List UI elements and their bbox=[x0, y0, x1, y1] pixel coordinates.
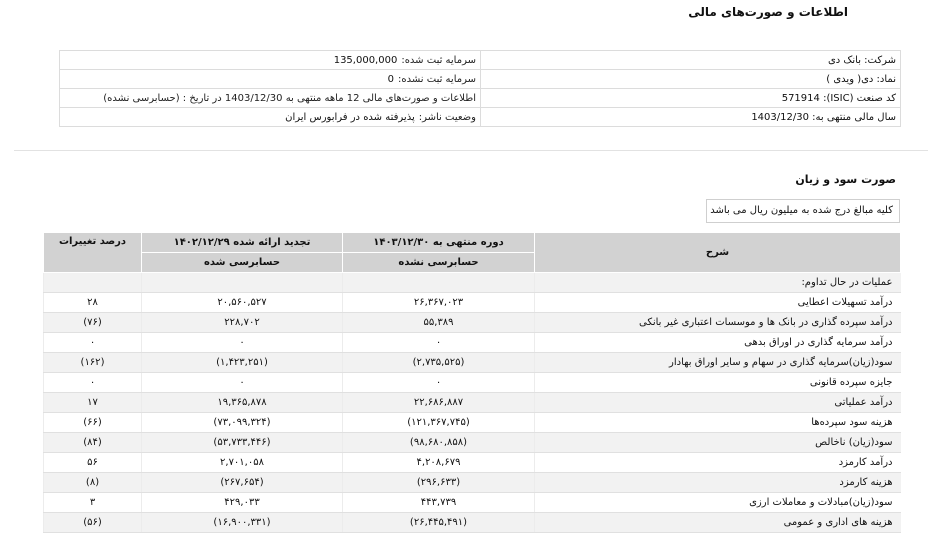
table-row bbox=[44, 473, 901, 493]
info-right-cell: شرکت: بانک دی bbox=[481, 51, 901, 70]
section-divider bbox=[14, 150, 928, 151]
company-info-table bbox=[59, 50, 901, 127]
info-row bbox=[60, 89, 901, 108]
row-desc: درآمد کارمزد bbox=[535, 453, 901, 473]
row-change-pct: (۱۶۲) bbox=[44, 353, 142, 373]
row-desc: هزینه سود سپرده‌ها bbox=[535, 413, 901, 433]
row-period-value: ۴۴۳,۷۳۹ bbox=[343, 493, 535, 513]
table-row bbox=[44, 293, 901, 313]
row-restated-value: (۲۶۷,۶۵۴) bbox=[142, 473, 343, 493]
row-change-pct: ۰ bbox=[44, 373, 142, 393]
row-restated-value bbox=[142, 273, 343, 293]
header-restated-audit: حسابرسی شده bbox=[142, 253, 343, 273]
row-restated-value: (۱,۴۲۳,۲۵۱) bbox=[142, 353, 343, 373]
info-value: 135,000,000 bbox=[333, 54, 398, 66]
row-desc: هزینه های اداری و عمومی bbox=[535, 513, 901, 533]
row-desc: هزینه کارمزد bbox=[535, 473, 901, 493]
row-restated-value: ۲۰,۵۶۰,۵۲۷ bbox=[142, 293, 343, 313]
info-right-cell: کد صنعت (ISIC): 571914 bbox=[481, 89, 901, 108]
row-change-pct: ۲۸ bbox=[44, 293, 142, 313]
row-period-value bbox=[343, 273, 535, 293]
row-restated-value: ۰ bbox=[142, 333, 343, 353]
row-desc: درآمد عملیاتی bbox=[535, 393, 901, 413]
row-desc: سود(زیان) ناخالص bbox=[535, 433, 901, 453]
info-right-cell: نماد: دی( ویدی ) bbox=[481, 70, 901, 89]
info-label: وضعیت ناشر: bbox=[418, 111, 476, 123]
row-restated-value: ۲,۷۰۱,۰۵۸ bbox=[142, 453, 343, 473]
row-period-value: (۹۸,۶۸۰,۸۵۸) bbox=[343, 433, 535, 453]
row-restated-value: ۴۲۹,۰۳۳ bbox=[142, 493, 343, 513]
row-change-pct bbox=[44, 273, 142, 293]
row-period-value: ۰ bbox=[343, 333, 535, 353]
row-period-value: ۲۶,۳۶۷,۰۲۳ bbox=[343, 293, 535, 313]
row-desc: درآمد سرمایه گذاری در اوراق بدهی bbox=[535, 333, 901, 353]
table-row bbox=[44, 433, 901, 453]
header-change-pct: درصد تغییرات bbox=[44, 233, 142, 273]
page-title: اطلاعات و صورت‌های مالی bbox=[688, 5, 848, 19]
table-row bbox=[44, 353, 901, 373]
row-change-pct: ۳ bbox=[44, 493, 142, 513]
row-period-value: ۰ bbox=[343, 373, 535, 393]
table-row bbox=[44, 273, 901, 293]
section-title: صورت سود و زیان bbox=[795, 173, 896, 186]
row-change-pct: ۱۷ bbox=[44, 393, 142, 413]
table-row bbox=[44, 453, 901, 473]
header-desc: شرح bbox=[535, 233, 901, 273]
row-period-value: ۴,۲۰۸,۶۷۹ bbox=[343, 453, 535, 473]
info-left-cell bbox=[60, 70, 481, 89]
row-period-value: (۲۹۶,۶۳۳) bbox=[343, 473, 535, 493]
row-change-pct: (۵۶) bbox=[44, 513, 142, 533]
row-desc: سود(زیان)سرمایه گذاری در سهام و سایر اوراق بهادار bbox=[535, 353, 901, 373]
header-period: دوره منتهی به ۱۴۰۳/۱۲/۳۰ bbox=[343, 233, 535, 253]
header-period-audit: حسابرسی نشده bbox=[343, 253, 535, 273]
table-row bbox=[44, 393, 901, 413]
info-row bbox=[60, 108, 901, 127]
row-change-pct: (۷۶) bbox=[44, 313, 142, 333]
info-value: 0 bbox=[387, 73, 395, 85]
info-value: پذیرفته شده در فرابورس ایران bbox=[285, 111, 415, 123]
row-restated-value: ۰ bbox=[142, 373, 343, 393]
row-restated-value: ۲۲۸,۷۰۲ bbox=[142, 313, 343, 333]
row-restated-value: ۱۹,۳۶۵,۸۷۸ bbox=[142, 393, 343, 413]
row-restated-value: (۷۳,۰۹۹,۳۲۴) bbox=[142, 413, 343, 433]
row-desc: سود(زیان)مبادلات و معاملات ارزی bbox=[535, 493, 901, 513]
header-restated: تجدید ارائه شده ۱۴۰۲/۱۲/۲۹ bbox=[142, 233, 343, 253]
info-right-cell: سال مالی منتهی به: 1403/12/30 bbox=[481, 108, 901, 127]
row-restated-value: (۱۶,۹۰۰,۳۳۱) bbox=[142, 513, 343, 533]
row-period-value: ۵۵,۳۸۹ bbox=[343, 313, 535, 333]
info-left-cell bbox=[60, 51, 481, 70]
info-row bbox=[60, 51, 901, 70]
table-row bbox=[44, 373, 901, 393]
table-row bbox=[44, 413, 901, 433]
row-desc: درآمد سپرده گذاری در بانک ها و موسسات اعتباری غیر بانکی bbox=[535, 313, 901, 333]
row-period-value: (۲۶,۴۴۵,۴۹۱) bbox=[343, 513, 535, 533]
row-change-pct: ۵۶ bbox=[44, 453, 142, 473]
row-change-pct: ۰ bbox=[44, 333, 142, 353]
row-change-pct: (۸) bbox=[44, 473, 142, 493]
info-left-cell bbox=[60, 108, 481, 127]
row-period-value: (۲,۷۳۵,۵۲۵) bbox=[343, 353, 535, 373]
row-change-pct: (۸۴) bbox=[44, 433, 142, 453]
table-row bbox=[44, 493, 901, 513]
info-label: سرمایه ثبت شده: bbox=[401, 54, 476, 66]
row-period-value: (۱۲۱,۳۶۷,۷۴۵) bbox=[343, 413, 535, 433]
row-desc: جایزه سپرده قانونی bbox=[535, 373, 901, 393]
row-restated-value: (۵۳,۷۳۳,۴۴۶) bbox=[142, 433, 343, 453]
income-statement-table bbox=[43, 232, 901, 533]
table-row bbox=[44, 313, 901, 333]
table-row bbox=[44, 333, 901, 353]
row-period-value: ۲۲,۶۸۶,۸۸۷ bbox=[343, 393, 535, 413]
info-row bbox=[60, 70, 901, 89]
row-change-pct: (۶۶) bbox=[44, 413, 142, 433]
row-desc: درآمد تسهیلات اعطایی bbox=[535, 293, 901, 313]
info-left-cell bbox=[60, 89, 481, 108]
info-label: سرمایه ثبت نشده: bbox=[398, 73, 476, 85]
info-label: اطلاعات و صورت‌های مالی 12 ماهه منتهی به 1403/12/30 در تاریخ : (حسابرسی نشده) bbox=[103, 92, 476, 104]
row-desc: عملیات در حال تداوم: bbox=[535, 273, 901, 293]
table-row bbox=[44, 513, 901, 533]
currency-note: کلیه مبالغ درج شده به میلیون ریال می باشد bbox=[706, 199, 900, 223]
